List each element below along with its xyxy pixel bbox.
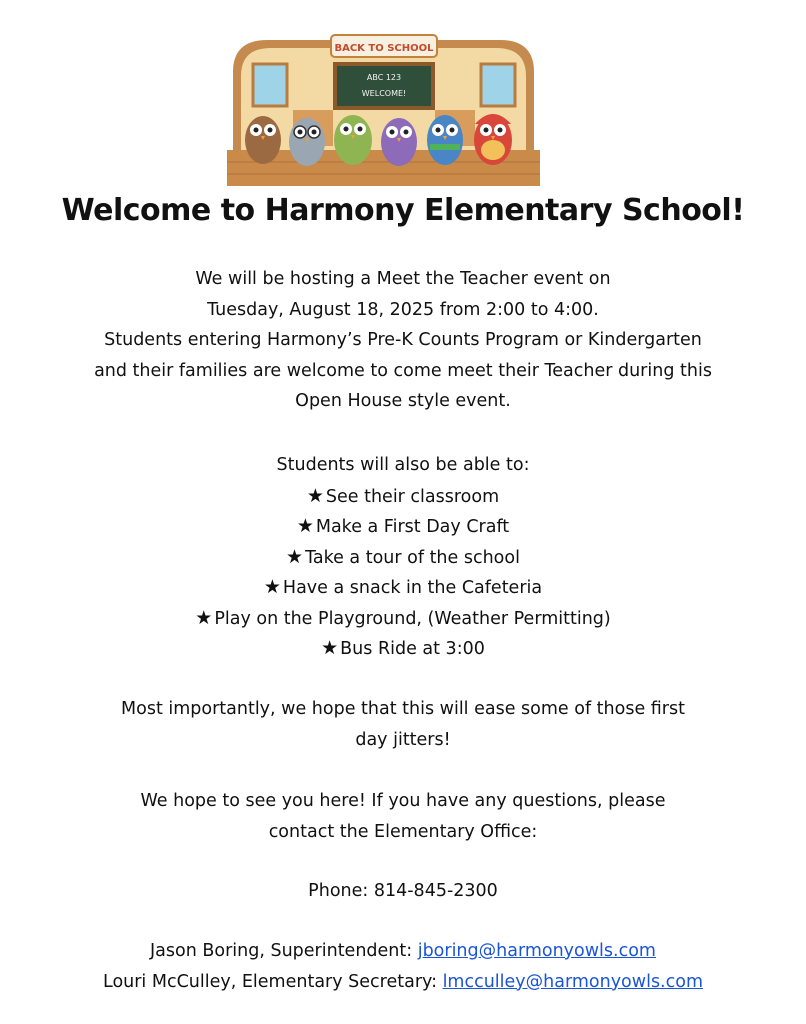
superintendent-email-link[interactable]: jboring@harmonyowls.com bbox=[417, 941, 656, 961]
window-right bbox=[481, 64, 515, 106]
contact-label: Jason Boring, Superintendent: bbox=[150, 941, 418, 961]
phone-number: Phone: 814-845-2300 bbox=[308, 881, 498, 901]
phone-line bbox=[0, 876, 806, 907]
owl-purple bbox=[381, 118, 417, 166]
intro-line: Students entering Harmony’s Pre-K Counts Program or Kindergarten bbox=[104, 330, 702, 350]
contacts-list bbox=[0, 936, 806, 997]
activity-item bbox=[0, 633, 806, 664]
activity-item bbox=[0, 572, 806, 603]
owl-blue bbox=[427, 115, 463, 165]
contact-intro-line: We hope to see you here! If you have any questions, please bbox=[140, 791, 666, 811]
activity-item bbox=[0, 542, 806, 573]
activity-item bbox=[0, 481, 806, 512]
intro-line: Tuesday, August 18, 2025 from 2:00 to 4:00. bbox=[207, 299, 599, 320]
contact-superintendent bbox=[0, 936, 806, 967]
contact-label: Louri McCulley, Elementary Secretary: bbox=[103, 971, 443, 992]
activity-text: Bus Ride at 3:00 bbox=[340, 639, 485, 659]
owl-red bbox=[474, 114, 512, 165]
contact-intro-paragraph bbox=[0, 786, 806, 847]
sign-text: BACK TO SCHOOL bbox=[334, 43, 434, 54]
star-icon: ★ bbox=[321, 637, 339, 659]
window-left bbox=[253, 64, 287, 106]
owl-gray bbox=[289, 118, 325, 166]
closing-line: day jitters! bbox=[355, 729, 451, 750]
activity-text: Make a First Day Craft bbox=[315, 517, 510, 537]
star-icon: ★ bbox=[195, 606, 213, 629]
contact-secretary bbox=[0, 967, 806, 998]
activity-text: Take a tour of the school bbox=[305, 547, 520, 568]
closing-line: Most importantly, we hope that this will ease some of those first bbox=[121, 699, 685, 719]
intro-line: We will be hosting a Meet the Teacher event on bbox=[195, 269, 611, 289]
intro-line: and their families are welcome to come meet their Teacher during this bbox=[94, 360, 712, 381]
activities-heading: Students will also be able to: bbox=[276, 455, 530, 475]
star-icon: ★ bbox=[306, 484, 324, 507]
owl-green bbox=[334, 115, 372, 165]
intro-paragraph bbox=[0, 264, 806, 417]
chalkboard bbox=[335, 64, 433, 108]
activities-section bbox=[0, 450, 806, 664]
back-to-school-illustration bbox=[227, 32, 540, 186]
closing-paragraph bbox=[0, 694, 806, 755]
owl-brown bbox=[245, 116, 281, 164]
star-icon: ★ bbox=[286, 545, 304, 568]
secretary-email-link[interactable]: lmcculley@harmonyowls.com bbox=[442, 971, 703, 992]
intro-line: Open House style event. bbox=[295, 391, 511, 411]
activity-item bbox=[0, 603, 806, 634]
activity-text: Have a snack in the Cafeteria bbox=[282, 578, 543, 598]
chalkboard-line-2: WELCOME! bbox=[361, 89, 407, 98]
activity-item bbox=[0, 511, 806, 542]
chalkboard-line-1: ABC 123 bbox=[366, 73, 402, 82]
activity-text: Play on the Playground, (Weather Permitting) bbox=[214, 608, 611, 629]
activity-text: See their classroom bbox=[325, 486, 500, 507]
contact-intro-line: contact the Elementary Office: bbox=[268, 821, 538, 842]
star-icon: ★ bbox=[296, 515, 314, 537]
star-icon: ★ bbox=[263, 576, 281, 598]
page-title: Welcome to Harmony Elementary School! bbox=[61, 193, 745, 228]
